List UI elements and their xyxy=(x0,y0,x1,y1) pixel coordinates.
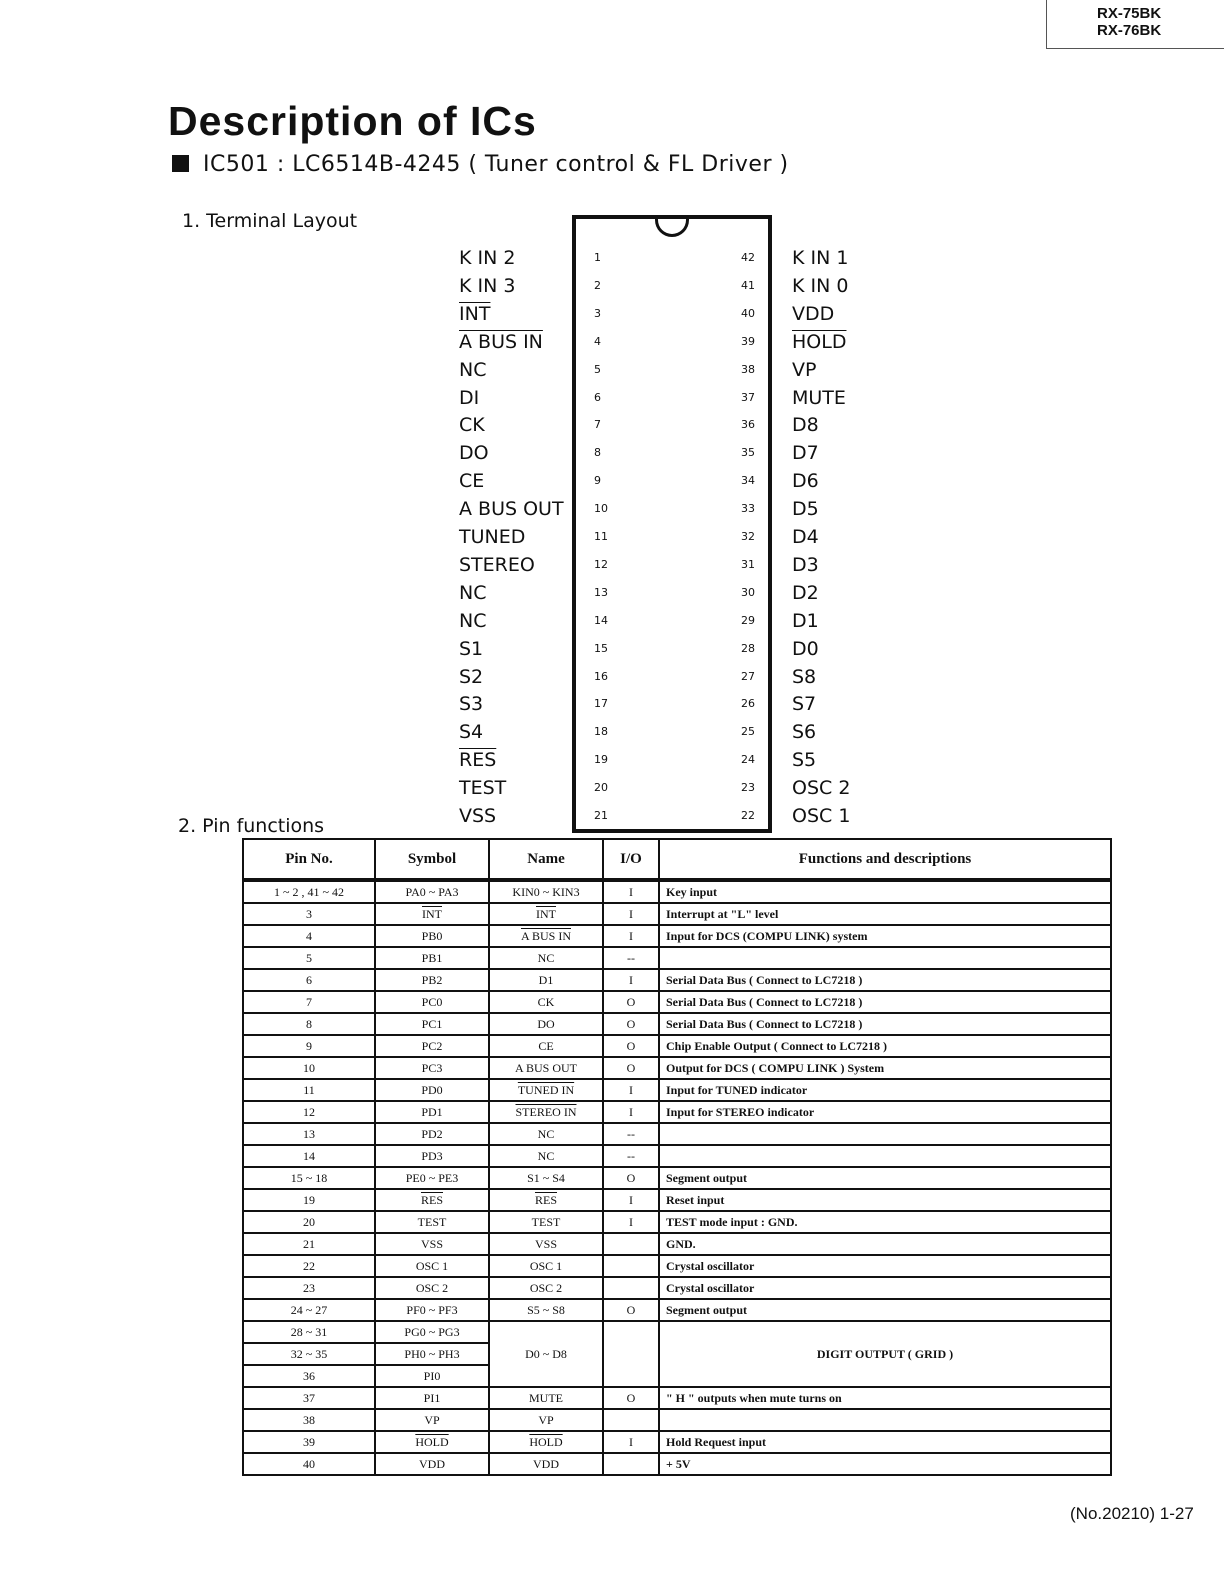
cell-pin: 4 xyxy=(243,925,375,947)
cell-symbol: PI1 xyxy=(375,1387,489,1409)
pin-number-left: 2 xyxy=(594,278,601,292)
pin-label-left: S4 xyxy=(459,721,484,744)
cell-pin: 39 xyxy=(243,1431,375,1453)
table-row xyxy=(243,1233,1111,1255)
cell-name: NC xyxy=(489,947,603,969)
pin-label-right: D6 xyxy=(792,470,819,493)
pin-label-left: $\overline{RES}$ xyxy=(459,749,497,772)
cell-function: Segment output xyxy=(659,1167,1111,1189)
cell-name: TEST xyxy=(489,1211,603,1233)
cell-pin: 32 ~ 35 xyxy=(243,1343,375,1365)
cell-pin: 19 xyxy=(243,1189,375,1211)
cell-io: -- xyxy=(603,947,659,969)
cell-symbol: PB1 xyxy=(375,947,489,969)
cell-name: DO xyxy=(489,1013,603,1035)
cell-symbol: VDD xyxy=(375,1453,489,1475)
pin-label-right: D7 xyxy=(792,442,819,465)
pin-number-left: 7 xyxy=(594,418,601,432)
table-row xyxy=(243,1189,1111,1211)
cell-symbol: PD3 xyxy=(375,1145,489,1167)
pin-label-left: VSS xyxy=(459,805,497,827)
cell-pin: 23 xyxy=(243,1277,375,1299)
cell-name: OSC 2 xyxy=(489,1277,603,1299)
cell-pin: 6 xyxy=(243,969,375,991)
cell-io: O xyxy=(603,1035,659,1057)
cell-name: KIN0 ~ KIN3 xyxy=(489,880,603,903)
cell-symbol: PB2 xyxy=(375,969,489,991)
pin-number-right: 22 xyxy=(741,809,755,822)
pin-number-left: 5 xyxy=(594,362,601,376)
pin-number-left: 8 xyxy=(594,446,601,460)
table-header-row xyxy=(243,839,1111,880)
cell-pin: 40 xyxy=(243,1453,375,1475)
cell-io: I xyxy=(603,1431,659,1453)
cell-function xyxy=(659,1145,1111,1167)
cell-io: I xyxy=(603,903,659,925)
cell-symbol: PE0 ~ PE3 xyxy=(375,1167,489,1189)
cell-function: Key input xyxy=(659,880,1111,903)
cell-symbol: $\overline{INT}$ xyxy=(375,903,489,925)
cell-function: Reset input xyxy=(659,1189,1111,1211)
cell-symbol: PH0 ~ PH3 xyxy=(375,1343,489,1365)
pin-number-left: 11 xyxy=(594,530,608,543)
pin-label-left: S2 xyxy=(459,665,484,688)
pin-number-right: 35 xyxy=(741,446,755,460)
cell-symbol: OSC 2 xyxy=(375,1277,489,1299)
cell-pin: 3 xyxy=(243,903,375,925)
table-row xyxy=(243,1079,1111,1101)
cell-symbol: PG0 ~ PG3 xyxy=(375,1321,489,1343)
cell-function: TEST mode input : GND. xyxy=(659,1211,1111,1233)
pin-number-right: 42 xyxy=(741,251,755,264)
cell-io xyxy=(603,1255,659,1277)
cell-function: Input for DCS (COMPU LINK) system xyxy=(659,925,1111,947)
pin-number-left: 9 xyxy=(594,474,601,488)
cell-pin: 12 xyxy=(243,1101,375,1123)
cell-function: " H " outputs when mute turns on xyxy=(659,1387,1111,1409)
cell-io: O xyxy=(603,1387,659,1409)
cell-function: GND. xyxy=(659,1233,1111,1255)
pin-label-left: CE xyxy=(459,470,485,493)
cell-function: Serial Data Bus ( Connect to LC7218 ) xyxy=(659,991,1111,1013)
cell-symbol: PD0 xyxy=(375,1079,489,1101)
cell-io: I xyxy=(603,1079,659,1101)
cell-symbol: PD2 xyxy=(375,1123,489,1145)
pin-number-left: 16 xyxy=(594,669,608,683)
pin-label-left: A BUS OUT xyxy=(459,498,564,521)
cell-pin: 13 xyxy=(243,1123,375,1145)
pin-number-right: 39 xyxy=(741,334,755,348)
table-row xyxy=(243,1277,1111,1299)
cell-name: $\overline{RES}$ xyxy=(489,1189,603,1211)
cell-function: Crystal oscillator xyxy=(659,1277,1111,1299)
cell-io: I xyxy=(603,1101,659,1123)
cell-io xyxy=(603,1409,659,1431)
col-header-io: I/O xyxy=(603,839,659,880)
pin-number-right: 40 xyxy=(741,306,755,320)
pin-number-right: 31 xyxy=(741,557,755,571)
pin-label-right: K IN 0 xyxy=(792,274,849,297)
pin-number-right: 32 xyxy=(741,530,755,543)
col-header-symbol: Symbol xyxy=(375,839,489,880)
pin-label-right: S8 xyxy=(792,665,817,688)
table-row xyxy=(243,1101,1111,1123)
cell-symbol: PD1 xyxy=(375,1101,489,1123)
table-row xyxy=(243,947,1111,969)
model-number-1: RX-75BK xyxy=(1097,5,1162,22)
table-row xyxy=(243,903,1111,925)
cell-name: HOLD xyxy=(489,1431,603,1453)
cell-name: CK xyxy=(489,991,603,1013)
cell-symbol: VP xyxy=(375,1409,489,1431)
table-row xyxy=(243,1321,1111,1343)
pin-label-left: CK xyxy=(459,414,485,437)
pin-number-right: 28 xyxy=(741,641,755,655)
cell-pin: 28 ~ 31 xyxy=(243,1321,375,1343)
pin-label-right: D1 xyxy=(792,609,819,632)
model-number-2: RX-76BK xyxy=(1097,22,1162,39)
cell-symbol: PC0 xyxy=(375,991,489,1013)
pin-label-right: D8 xyxy=(792,414,819,437)
cell-symbol: TEST xyxy=(375,1211,489,1233)
pin-label-right: VDD xyxy=(792,302,835,325)
cell-name: D1 xyxy=(489,969,603,991)
cell-name: MUTE xyxy=(489,1387,603,1409)
cell-function: Serial Data Bus ( Connect to LC7218 ) xyxy=(659,969,1111,991)
cell-io: -- xyxy=(603,1145,659,1167)
cell-pin: 20 xyxy=(243,1211,375,1233)
pin-label-left: S3 xyxy=(459,693,484,716)
cell-io: O xyxy=(603,1057,659,1079)
cell-function: Chip Enable Output ( Connect to LC7218 ) xyxy=(659,1035,1111,1057)
table-row xyxy=(243,880,1111,903)
cell-io: I xyxy=(603,1211,659,1233)
cell-pin: 36 xyxy=(243,1365,375,1387)
page-number: (No.20210) 1-27 xyxy=(1070,1504,1194,1523)
pin-number-left: 10 xyxy=(594,502,608,516)
cell-function: Input for STEREO indicator xyxy=(659,1101,1111,1123)
terminal-layout-heading: 1. Terminal Layout xyxy=(182,210,358,232)
pin-number-left: 21 xyxy=(594,809,608,822)
pin-number-left: 12 xyxy=(594,557,608,571)
table-row xyxy=(243,1409,1111,1431)
pin-number-right: 26 xyxy=(741,697,755,711)
cell-name: S5 ~ S8 xyxy=(489,1299,603,1321)
cell-io xyxy=(603,1233,659,1255)
pin-label-right: S7 xyxy=(792,693,817,716)
cell-symbol: PB0 xyxy=(375,925,489,947)
cell-io: -- xyxy=(603,1123,659,1145)
square-bullet-icon xyxy=(172,155,189,172)
cell-io: O xyxy=(603,1013,659,1035)
pin-label-right: D2 xyxy=(792,581,819,604)
cell-pin: 38 xyxy=(243,1409,375,1431)
pin-number-left: 3 xyxy=(594,306,601,320)
pin-number-right: 29 xyxy=(741,613,755,627)
cell-symbol: PA0 ~ PA3 xyxy=(375,880,489,903)
model-number-box xyxy=(1046,0,1224,49)
cell-function: Segment output xyxy=(659,1299,1111,1321)
pin-number-right: 37 xyxy=(741,390,755,404)
table-row xyxy=(243,1013,1111,1035)
cell-io: O xyxy=(603,991,659,1013)
pin-number-right: 30 xyxy=(741,585,755,599)
pin-label-left: TEST xyxy=(459,777,507,800)
pin-number-left: 19 xyxy=(594,753,608,767)
cell-pin: 11 xyxy=(243,1079,375,1101)
table-row xyxy=(243,1453,1111,1475)
cell-io: I xyxy=(603,969,659,991)
table-row xyxy=(243,1035,1111,1057)
cell-function xyxy=(659,947,1111,969)
cell-function: Input for TUNED indicator xyxy=(659,1079,1111,1101)
pin-number-left: 15 xyxy=(594,641,608,655)
cell-pin: 5 xyxy=(243,947,375,969)
col-header-function: Functions and descriptions xyxy=(659,839,1111,880)
table-row xyxy=(243,1387,1111,1409)
cell-name: CE xyxy=(489,1035,603,1057)
pin-label-right: OSC 2 xyxy=(792,777,851,800)
pin-label-right: D3 xyxy=(792,553,819,576)
cell-name: NC xyxy=(489,1123,603,1145)
pin-label-right: MUTE xyxy=(792,386,846,409)
pin-number-right: 38 xyxy=(741,362,755,376)
cell-symbol: PI0 xyxy=(375,1365,489,1387)
cell-pin: 22 xyxy=(243,1255,375,1277)
pin-label-right: VP xyxy=(792,358,817,381)
cell-pin: 37 xyxy=(243,1387,375,1409)
pin-label-right: K IN 1 xyxy=(792,247,849,269)
pin-number-left: 14 xyxy=(594,613,608,627)
table-row xyxy=(243,991,1111,1013)
cell-symbol: OSC 1 xyxy=(375,1255,489,1277)
cell-symbol: PF0 ~ PF3 xyxy=(375,1299,489,1321)
cell-symbol: PC2 xyxy=(375,1035,489,1057)
table-row xyxy=(243,1211,1111,1233)
pin-number-left: 18 xyxy=(594,725,608,739)
cell-name: TUNED IN xyxy=(489,1079,603,1101)
table-row xyxy=(243,969,1111,991)
cell-name: NC xyxy=(489,1145,603,1167)
cell-pin: 10 xyxy=(243,1057,375,1079)
cell-name: VP xyxy=(489,1409,603,1431)
table-row xyxy=(243,1255,1111,1277)
pin-number-right: 33 xyxy=(741,502,755,516)
table-row xyxy=(243,1123,1111,1145)
pin-number-left: 17 xyxy=(594,697,608,711)
pin-label-left: DO xyxy=(459,442,489,465)
pin-number-right: 24 xyxy=(741,753,755,767)
cell-pin: 8 xyxy=(243,1013,375,1035)
pin-label-right: S6 xyxy=(792,721,817,744)
cell-symbol: PC1 xyxy=(375,1013,489,1035)
cell-pin: 24 ~ 27 xyxy=(243,1299,375,1321)
table-row xyxy=(243,1167,1111,1189)
cell-pin: 14 xyxy=(243,1145,375,1167)
cell-name: A BUS IN xyxy=(489,925,603,947)
pin-number-left: 20 xyxy=(594,781,608,795)
pin-label-left: NC xyxy=(459,358,487,381)
cell-name: VSS xyxy=(489,1233,603,1255)
cell-function: Output for DCS ( COMPU LINK ) System xyxy=(659,1057,1111,1079)
pin-number-left: 6 xyxy=(594,390,601,404)
cell-function xyxy=(659,1409,1111,1431)
cell-io xyxy=(603,1277,659,1299)
pin-number-left: 1 xyxy=(594,251,601,264)
pin-label-right: OSC 1 xyxy=(792,805,851,827)
pin-label-left: STEREO xyxy=(459,553,535,576)
cell-symbol: HOLD xyxy=(375,1431,489,1453)
cell-symbol: VSS xyxy=(375,1233,489,1255)
pin-label-left: $\overline{INT}$ xyxy=(459,302,491,325)
cell-function: Interrupt at "L" level xyxy=(659,903,1111,925)
cell-name: OSC 1 xyxy=(489,1255,603,1277)
cell-io xyxy=(603,1453,659,1475)
cell-pin: 7 xyxy=(243,991,375,1013)
cell-function xyxy=(659,1123,1111,1145)
table-row xyxy=(243,1299,1111,1321)
pin-functions-table xyxy=(242,838,1112,1476)
cell-io: O xyxy=(603,1167,659,1189)
ic-heading xyxy=(172,152,789,177)
pin-number-right: 27 xyxy=(741,669,755,683)
cell-pin: 1 ~ 2 , 41 ~ 42 xyxy=(243,880,375,903)
cell-io: I xyxy=(603,880,659,903)
pin-functions-heading: 2. Pin functions xyxy=(178,815,325,837)
table-row xyxy=(243,1057,1111,1079)
page-title: Description of ICs xyxy=(168,98,537,144)
pin-label-left: NC xyxy=(459,609,487,632)
cell-name: S1 ~ S4 xyxy=(489,1167,603,1189)
cell-symbol: PC3 xyxy=(375,1057,489,1079)
pin-label-left: DI xyxy=(459,386,480,409)
cell-io: I xyxy=(603,925,659,947)
cell-io: I xyxy=(603,1189,659,1211)
pin-number-left: 13 xyxy=(594,585,608,599)
col-header-name: Name xyxy=(489,839,603,880)
table-row xyxy=(243,1431,1111,1453)
cell-function: + 5V xyxy=(659,1453,1111,1475)
pin-number-left: 4 xyxy=(594,334,601,348)
cell-function: Serial Data Bus ( Connect to LC7218 ) xyxy=(659,1013,1111,1035)
table-row xyxy=(243,925,1111,947)
cell-name: $\overline{INT}$ xyxy=(489,903,603,925)
cell-name: STEREO IN xyxy=(489,1101,603,1123)
cell-pin: 15 ~ 18 xyxy=(243,1167,375,1189)
pin-label-left: A BUS IN xyxy=(459,330,543,353)
pin-number-right: 41 xyxy=(741,278,755,292)
pin-label-right: D0 xyxy=(792,637,819,660)
cell-name: A BUS OUT xyxy=(489,1057,603,1079)
col-header-pin: Pin No. xyxy=(243,839,375,880)
cell-pin: 21 xyxy=(243,1233,375,1255)
cell-name: VDD xyxy=(489,1453,603,1475)
cell-function: Crystal oscillator xyxy=(659,1255,1111,1277)
cell-pin: 9 xyxy=(243,1035,375,1057)
pin-number-right: 34 xyxy=(741,474,755,488)
pin-label-right: S5 xyxy=(792,749,817,772)
pin-label-left: TUNED xyxy=(459,526,526,548)
ic-heading-text: IC501 : LC6514B-4245 ( Tuner control & FL Driver ) xyxy=(203,152,789,177)
pin-number-right: 23 xyxy=(741,781,755,795)
cell-io xyxy=(603,1321,659,1387)
pin-label-left: S1 xyxy=(459,637,484,660)
pin-label-right: D4 xyxy=(792,526,819,548)
pin-label-right: HOLD xyxy=(792,330,847,353)
pin-label-left: NC xyxy=(459,581,487,604)
pin-label-right: D5 xyxy=(792,498,819,521)
cell-io: O xyxy=(603,1299,659,1321)
pin-number-right: 36 xyxy=(741,418,755,432)
pin-number-right: 25 xyxy=(741,725,755,739)
cell-function: Hold Request input xyxy=(659,1431,1111,1453)
cell-function: DIGIT OUTPUT ( GRID ) xyxy=(659,1321,1111,1387)
pin-label-left: K IN 3 xyxy=(459,274,516,297)
table-row xyxy=(243,1145,1111,1167)
cell-symbol: $\overline{RES}$ xyxy=(375,1189,489,1211)
pin-label-left: K IN 2 xyxy=(459,247,516,269)
cell-name: D0 ~ D8 xyxy=(489,1321,603,1387)
